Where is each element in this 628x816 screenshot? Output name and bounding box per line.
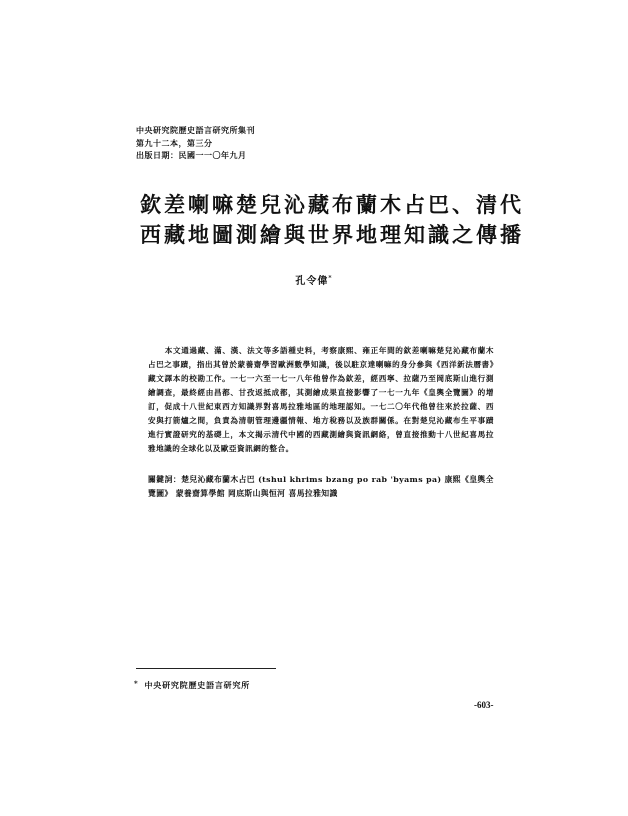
publication-date: 出版日期：民國一一〇年九月 (136, 150, 247, 160)
author-footnote-mark: * (328, 275, 333, 282)
journal-header (136, 124, 255, 162)
footnote-text: 中央研究院歷史語言研究所 (144, 680, 251, 690)
keywords (148, 473, 498, 501)
footnote-mark: * (134, 679, 139, 688)
journal-volume: 第九十二本，第三分 (136, 137, 213, 148)
title-line-1: 欽差喇嘛楚兒沁藏布蘭木占巴、清代 (140, 192, 524, 217)
author-line (0, 272, 628, 287)
page-number: -603- (474, 700, 494, 710)
article-title (140, 190, 524, 250)
author-name: 孔令偉 (295, 276, 329, 287)
title-line-2: 西藏地圖測繪與世界地理知識之傳播 (140, 222, 524, 247)
journal-name: 中央研究院歷史語言研究所集刊 (136, 125, 255, 135)
footnote (134, 679, 250, 691)
footnote-divider (136, 668, 276, 669)
keywords-text: 楚兒沁藏布蘭木占巴 (tshul khrims bzang po rab 'byams pa) 康熙《皇輿全覽圖》 蒙養齋算學館 岡底斯山與恒河 喜馬拉雅知識 (148, 475, 494, 498)
abstract: 本文通過藏、滿、漢、法文等多語種史料，考察康熙、雍正年間的欽差喇嘛楚兒沁藏布蘭木占巴之事蹟，指出其曾於蒙養齋學習歐洲數學知識，後以駐京達喇嘛的身分參與《西洋新法曆書》藏文譯本的校勘工作。一七一六至一七一八年他曾作為欽差，經西寧、拉薩乃至岡底斯山進行測繪調查，最終經由昌都、甘孜返抵成都，其測繪成果直接影響了一七一九年《皇輿全覽圖》的增訂，促成十八世紀東西方知識界對喜馬拉雅地區的地理認知。一七二〇年代他曾往來於拉薩、西安與打箭爐之間，負責為清朝管理邊疆情報、地方稅務以及族群關係。在對楚兒沁藏布生平事蹟進行實證研究的基礎上，本文揭示清代中國的西藏測繪與資訊網絡，曾直接推動十八世紀喜馬拉雅地識的全球化以及歐亞資訊網的整合。 (148, 346, 494, 453)
keywords-label: 關鍵詞： (148, 475, 182, 484)
